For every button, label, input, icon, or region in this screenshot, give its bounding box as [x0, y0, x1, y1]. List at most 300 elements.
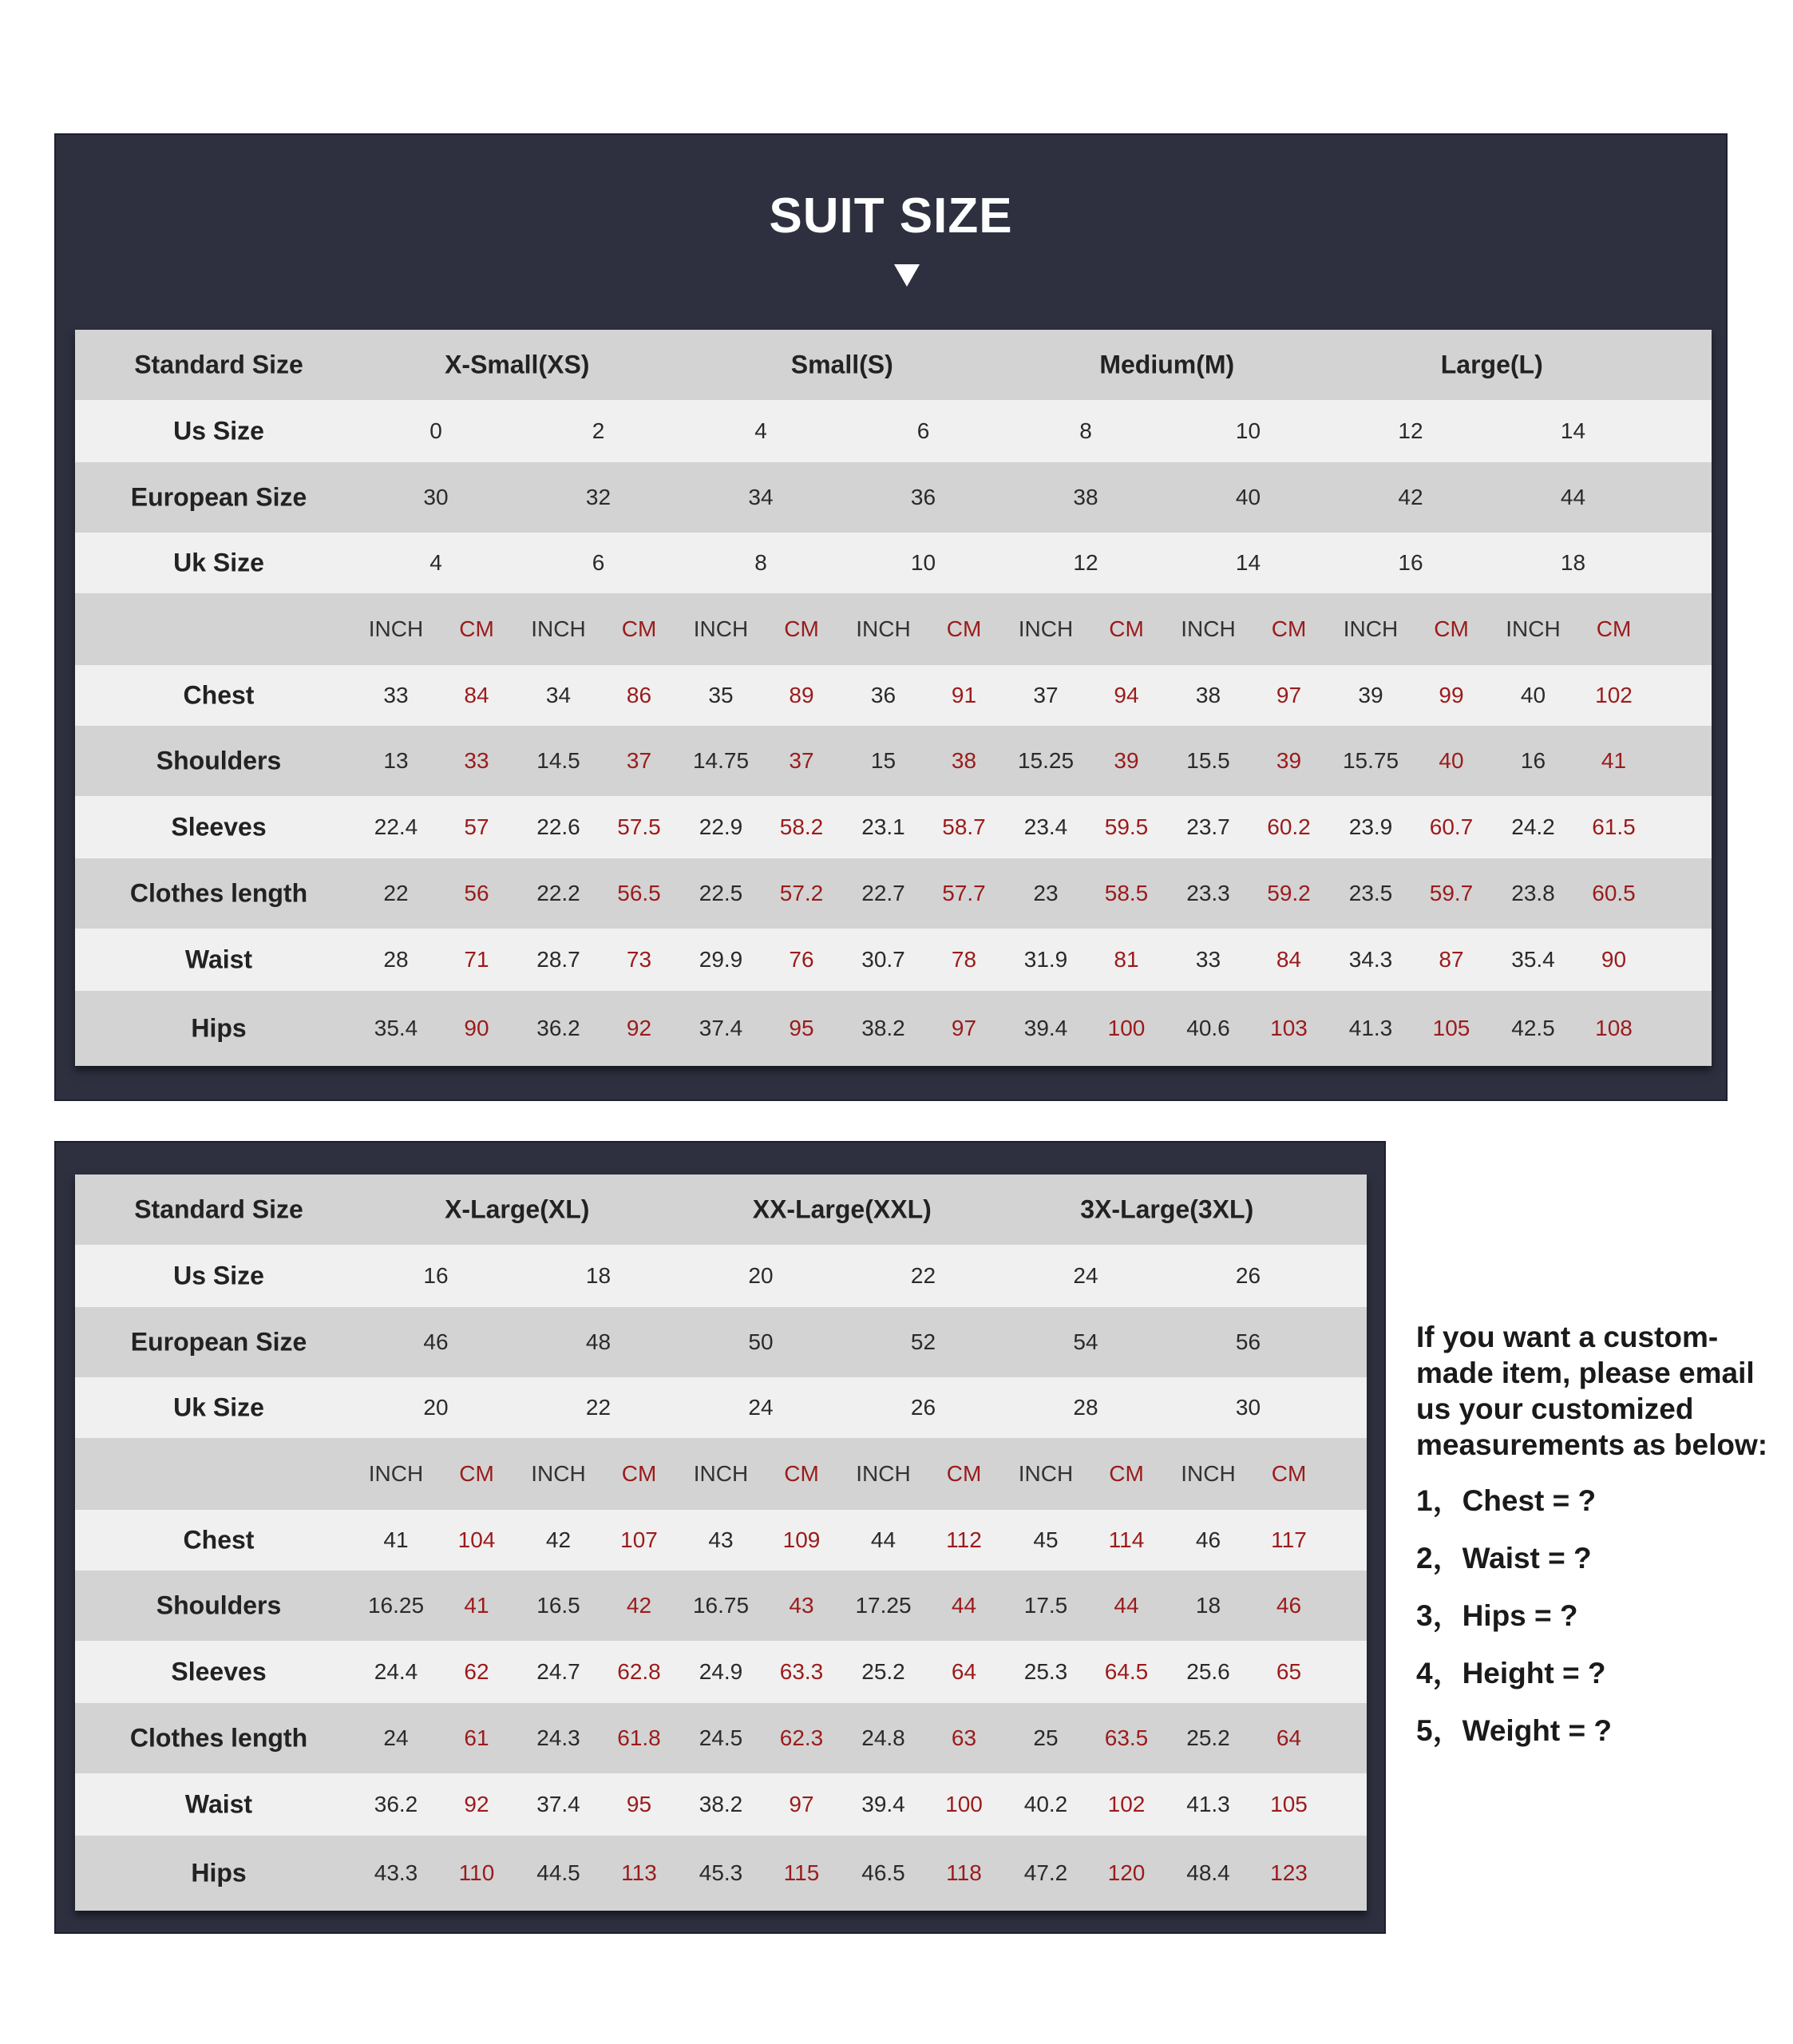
- inch-value: 24.8: [861, 1725, 905, 1750]
- cm-value: 78: [951, 947, 977, 972]
- cm-value: 73: [626, 947, 652, 972]
- custom-measurement-item: 1，Chest = ?: [1416, 1484, 1597, 1517]
- inch-value: 43.3: [374, 1860, 418, 1885]
- inch-value: 23.8: [1511, 881, 1555, 905]
- size-group-header: 3X-Large(3XL): [1080, 1194, 1254, 1224]
- cm-value: 76: [789, 947, 814, 972]
- us-size-value: 10: [1235, 418, 1261, 443]
- row-label: Us Size: [173, 416, 264, 446]
- inch-value: 22.5: [699, 881, 743, 905]
- table-row: [75, 1307, 1367, 1377]
- custom-measurement-item: 5，Weight = ?: [1416, 1714, 1612, 1747]
- cm-value: 120: [1107, 1860, 1146, 1885]
- inch-value: 44: [870, 1527, 896, 1552]
- us-size-value: 20: [748, 1263, 774, 1288]
- cm-value: 61: [464, 1725, 489, 1750]
- unit-inch-header: INCH: [531, 1461, 586, 1486]
- size-group-header: XX-Large(XXL): [752, 1194, 932, 1224]
- inch-value: 37.4: [699, 1016, 743, 1040]
- cm-value: 104: [457, 1527, 496, 1552]
- cm-value: 58.5: [1104, 881, 1149, 905]
- inch-value: 45: [1033, 1527, 1059, 1552]
- inch-value: 24.7: [536, 1659, 580, 1684]
- cm-value: 44: [951, 1593, 977, 1618]
- cm-value: 63.5: [1104, 1725, 1149, 1750]
- cm-value: 105: [1432, 1016, 1470, 1040]
- inch-value: 15.25: [1017, 748, 1075, 773]
- european-size-value: 36: [910, 485, 936, 509]
- uk-size-value: 26: [910, 1395, 936, 1420]
- european-size-value: 46: [423, 1329, 449, 1354]
- inch-value: 40.2: [1023, 1792, 1068, 1816]
- cm-value: 60.5: [1592, 881, 1636, 905]
- cm-value: 58.7: [942, 814, 986, 839]
- inch-value: 33: [383, 683, 409, 707]
- cm-value: 97: [789, 1792, 814, 1816]
- us-size-value: 22: [910, 1263, 936, 1288]
- cm-value: 57.2: [779, 881, 824, 905]
- european-size-value: 32: [585, 485, 612, 509]
- cm-value: 90: [1601, 947, 1627, 972]
- inch-value: 24: [383, 1725, 409, 1750]
- inch-value: 25.6: [1186, 1659, 1230, 1684]
- inch-value: 24.3: [536, 1725, 580, 1750]
- cm-value: 61.8: [617, 1725, 661, 1750]
- cm-value: 59.7: [1429, 881, 1474, 905]
- inch-value: 17.25: [855, 1593, 912, 1618]
- cm-value: 92: [464, 1792, 489, 1816]
- size-group-header: X-Large(XL): [445, 1194, 590, 1224]
- inch-value: 42: [545, 1527, 572, 1552]
- cm-value: 62.8: [617, 1659, 661, 1684]
- cm-value: 84: [464, 683, 489, 707]
- us-size-value: 16: [423, 1263, 449, 1288]
- inch-value: 37: [1033, 683, 1059, 707]
- us-size-value: 0: [429, 418, 442, 443]
- table-row: [75, 1377, 1367, 1438]
- inch-value: 34: [545, 683, 572, 707]
- unit-inch-header: INCH: [1018, 1461, 1074, 1486]
- inch-value: 39: [1358, 683, 1383, 707]
- cm-value: 64.5: [1104, 1659, 1149, 1684]
- cm-value: 42: [626, 1593, 652, 1618]
- european-size-value: 56: [1235, 1329, 1261, 1354]
- us-size-value: 6: [916, 418, 930, 443]
- size-group-header: X-Small(XS): [445, 350, 590, 379]
- inch-value: 31.9: [1023, 947, 1068, 972]
- cm-value: 43: [789, 1593, 814, 1618]
- inch-value: 36: [870, 683, 896, 707]
- custom-measurement-list: [1416, 1483, 1783, 1771]
- cm-value: 107: [620, 1527, 658, 1552]
- unit-cm-header: CM: [784, 616, 819, 641]
- inch-value: 28.7: [536, 947, 580, 972]
- size-table-2: [75, 1175, 1367, 1911]
- cm-value: 102: [1107, 1792, 1146, 1816]
- uk-size-value: 18: [1560, 550, 1586, 575]
- cm-value: 56: [464, 881, 489, 905]
- cm-value: 46: [1276, 1593, 1302, 1618]
- cm-value: 64: [951, 1659, 977, 1684]
- cm-value: 108: [1595, 1016, 1633, 1040]
- cm-value: 57: [464, 814, 489, 839]
- inch-value: 25.2: [861, 1659, 905, 1684]
- cm-value: 97: [951, 1016, 977, 1040]
- inch-value: 23.5: [1348, 881, 1393, 905]
- inch-value: 24.4: [374, 1659, 418, 1684]
- inch-value: 35.4: [374, 1016, 418, 1040]
- inch-value: 47.2: [1023, 1860, 1068, 1885]
- inch-value: 15.75: [1342, 748, 1399, 773]
- unit-cm-header: CM: [946, 1461, 982, 1486]
- cm-value: 100: [945, 1792, 983, 1816]
- inch-value: 16.5: [536, 1593, 580, 1618]
- inch-value: 33: [1195, 947, 1221, 972]
- unit-inch-header: INCH: [856, 1461, 911, 1486]
- cm-value: 39: [1276, 748, 1302, 773]
- uk-size-value: 16: [1398, 550, 1423, 575]
- inch-value: 25.3: [1023, 1659, 1068, 1684]
- table-row: [75, 1245, 1367, 1307]
- cm-value: 56.5: [617, 881, 661, 905]
- inch-value: 42.5: [1511, 1016, 1555, 1040]
- row-label: Hips: [191, 1013, 247, 1043]
- size-chart-panel-2: [54, 1141, 1386, 1934]
- cm-value: 105: [1270, 1792, 1308, 1816]
- table-row: [75, 593, 1712, 665]
- us-size-value: 18: [585, 1263, 612, 1288]
- cm-value: 89: [789, 683, 814, 707]
- row-label: Clothes length: [129, 878, 308, 908]
- custom-measurement-item: 2，Waist = ?: [1416, 1542, 1592, 1575]
- uk-size-value: 4: [429, 550, 442, 575]
- table-row: [75, 400, 1712, 462]
- inch-value: 39.4: [1023, 1016, 1068, 1040]
- inch-value: 22.2: [536, 881, 580, 905]
- cm-value: 60.2: [1267, 814, 1311, 839]
- inch-value: 25: [1033, 1725, 1059, 1750]
- custom-note-intro: If you want a custom-made item, please email us your customized measurements as below:: [1416, 1321, 1768, 1461]
- unit-inch-header: INCH: [1181, 1461, 1236, 1486]
- table-row: [75, 462, 1712, 533]
- cm-value: 86: [626, 683, 652, 707]
- cm-value: 62: [464, 1659, 489, 1684]
- size-group-header: Large(L): [1440, 350, 1543, 379]
- inch-value: 41.3: [1348, 1016, 1393, 1040]
- down-arrow-icon: [894, 264, 920, 287]
- inch-value: 16.25: [367, 1593, 425, 1618]
- inch-value: 22.9: [699, 814, 743, 839]
- inch-value: 23.7: [1186, 814, 1230, 839]
- cm-value: 64: [1276, 1725, 1302, 1750]
- european-size-value: 54: [1073, 1329, 1098, 1354]
- size-group-header: Small(S): [790, 350, 893, 379]
- inch-value: 37.4: [536, 1792, 580, 1816]
- inch-value: 24.9: [699, 1659, 743, 1684]
- cm-value: 71: [464, 947, 489, 972]
- cm-value: 63.3: [779, 1659, 824, 1684]
- unit-inch-header: INCH: [531, 616, 586, 641]
- cm-value: 38: [951, 748, 977, 773]
- unit-inch-header: INCH: [1506, 616, 1561, 641]
- cm-value: 44: [1114, 1593, 1139, 1618]
- inch-value: 34.3: [1348, 947, 1393, 972]
- unit-cm-header: CM: [1271, 616, 1307, 641]
- table-row: [75, 858, 1712, 929]
- uk-size-value: 12: [1073, 550, 1098, 575]
- cm-value: 109: [782, 1527, 821, 1552]
- inch-value: 18: [1195, 1593, 1221, 1618]
- table-row: [75, 1703, 1367, 1773]
- cm-value: 65: [1276, 1659, 1302, 1684]
- us-size-value: 4: [754, 418, 767, 443]
- row-label: Standard Size: [134, 350, 303, 379]
- european-size-value: 48: [585, 1329, 612, 1354]
- inch-value: 30.7: [861, 947, 905, 972]
- us-size-value: 26: [1235, 1263, 1261, 1288]
- inch-value: 22.7: [861, 881, 905, 905]
- table-row: [75, 533, 1712, 593]
- cm-value: 110: [458, 1860, 495, 1885]
- row-label: Waist: [184, 945, 253, 974]
- european-size-value: 44: [1560, 485, 1586, 509]
- unit-inch-header: INCH: [693, 1461, 749, 1486]
- row-label: Us Size: [173, 1261, 264, 1290]
- row-label: Waist: [184, 1789, 253, 1819]
- cm-value: 39: [1114, 748, 1139, 773]
- custom-measurement-item: 4，Height = ?: [1416, 1657, 1606, 1689]
- inch-value: 22: [383, 881, 409, 905]
- inch-value: 14.5: [536, 748, 580, 773]
- cm-value: 123: [1270, 1860, 1308, 1885]
- inch-value: 24.5: [699, 1725, 743, 1750]
- cm-value: 113: [621, 1860, 657, 1885]
- cm-value: 99: [1439, 683, 1464, 707]
- cm-value: 37: [626, 748, 652, 773]
- size-group-header: Medium(M): [1099, 350, 1235, 379]
- table-row: [75, 726, 1712, 796]
- uk-size-value: 28: [1073, 1395, 1098, 1420]
- cm-value: 84: [1276, 947, 1302, 972]
- table-row: [75, 1836, 1367, 1911]
- inch-value: 41.3: [1186, 1792, 1230, 1816]
- cm-value: 57.5: [617, 814, 661, 839]
- european-size-value: 42: [1398, 485, 1423, 509]
- table-row: [75, 1510, 1367, 1571]
- uk-size-value: 6: [592, 550, 605, 575]
- unit-cm-header: CM: [1596, 616, 1632, 641]
- inch-value: 45.3: [699, 1860, 743, 1885]
- inch-value: 35.4: [1511, 947, 1555, 972]
- custom-measurement-note: [1416, 1319, 1783, 1771]
- cm-value: 59.5: [1104, 814, 1149, 839]
- inch-value: 25.2: [1186, 1725, 1230, 1750]
- inch-value: 44.5: [536, 1860, 580, 1885]
- cm-value: 62.3: [779, 1725, 824, 1750]
- cm-value: 112: [946, 1527, 982, 1552]
- inch-value: 48.4: [1186, 1860, 1230, 1885]
- inch-value: 29.9: [699, 947, 743, 972]
- unit-cm-header: CM: [1434, 616, 1469, 641]
- row-label: European Size: [130, 482, 307, 512]
- row-label: Sleeves: [171, 1657, 267, 1686]
- cm-value: 41: [1601, 748, 1627, 773]
- cm-value: 40: [1439, 748, 1464, 773]
- european-size-value: 38: [1073, 485, 1098, 509]
- table-row: [75, 1571, 1367, 1641]
- cm-value: 59.2: [1267, 881, 1311, 905]
- european-size-value: 52: [910, 1329, 936, 1354]
- cm-value: 57.7: [942, 881, 986, 905]
- unit-inch-header: INCH: [1018, 616, 1074, 641]
- row-label: Sleeves: [171, 812, 267, 842]
- cm-value: 37: [789, 748, 814, 773]
- unit-cm-header: CM: [621, 1461, 657, 1486]
- inch-value: 40.6: [1186, 1016, 1230, 1040]
- cm-value: 60.7: [1429, 814, 1474, 839]
- row-label: Uk Size: [173, 1392, 264, 1422]
- european-size-value: 30: [423, 485, 449, 509]
- row-label: Shoulders: [156, 1590, 282, 1620]
- row-label: European Size: [130, 1327, 307, 1357]
- inch-value: 23.1: [861, 814, 905, 839]
- unit-inch-header: INCH: [368, 1461, 424, 1486]
- cm-value: 41: [464, 1593, 489, 1618]
- cm-value: 100: [1107, 1016, 1146, 1040]
- inch-value: 36.2: [374, 1792, 418, 1816]
- european-size-value: 40: [1235, 485, 1261, 509]
- us-size-value: 24: [1073, 1263, 1098, 1288]
- unit-cm-header: CM: [784, 1461, 819, 1486]
- uk-size-value: 10: [910, 550, 936, 575]
- inch-value: 38: [1195, 683, 1221, 707]
- row-label: Clothes length: [129, 1723, 308, 1753]
- row-label: Shoulders: [156, 746, 282, 775]
- cm-value: 118: [946, 1860, 982, 1885]
- us-size-value: 12: [1398, 418, 1423, 443]
- cm-value: 61.5: [1592, 814, 1636, 839]
- cm-value: 95: [789, 1016, 814, 1040]
- inch-value: 38.2: [699, 1792, 743, 1816]
- table-row: [75, 796, 1712, 858]
- inch-value: 16.75: [692, 1593, 750, 1618]
- cm-value: 95: [626, 1792, 652, 1816]
- cm-value: 63: [951, 1725, 977, 1750]
- inch-value: 46: [1195, 1527, 1221, 1552]
- inch-value: 38.2: [861, 1016, 905, 1040]
- cm-value: 117: [1271, 1527, 1307, 1552]
- unit-cm-header: CM: [621, 616, 657, 641]
- cm-value: 87: [1439, 947, 1464, 972]
- inch-value: 17.5: [1023, 1593, 1068, 1618]
- table-row: [75, 1641, 1367, 1703]
- row-label: Standard Size: [134, 1194, 303, 1224]
- cm-value: 92: [626, 1016, 652, 1040]
- cm-value: 90: [464, 1016, 489, 1040]
- us-size-value: 14: [1560, 418, 1586, 443]
- unit-cm-header: CM: [946, 616, 982, 641]
- unit-inch-header: INCH: [1343, 616, 1399, 641]
- table-row: [75, 929, 1712, 991]
- unit-inch-header: INCH: [368, 616, 424, 641]
- cm-value: 103: [1270, 1016, 1308, 1040]
- table-row: [75, 1773, 1367, 1836]
- inch-value: 23.3: [1186, 881, 1230, 905]
- european-size-value: 34: [748, 485, 774, 509]
- inch-value: 22.4: [374, 814, 418, 839]
- inch-value: 15.5: [1186, 748, 1230, 773]
- uk-size-value: 20: [423, 1395, 449, 1420]
- size-chart-panel-1: [54, 133, 1728, 1101]
- row-label: Uk Size: [173, 548, 264, 577]
- table-row: [75, 330, 1712, 400]
- row-label: Chest: [183, 1525, 255, 1555]
- cm-value: 94: [1114, 683, 1139, 707]
- uk-size-value: 30: [1235, 1395, 1261, 1420]
- inch-value: 16: [1520, 748, 1546, 773]
- cm-value: 81: [1114, 947, 1139, 972]
- inch-value: 13: [383, 748, 409, 773]
- inch-value: 23.9: [1348, 814, 1393, 839]
- inch-value: 46.5: [861, 1860, 905, 1885]
- table-row: [75, 1175, 1367, 1245]
- inch-value: 35: [708, 683, 734, 707]
- inch-value: 43: [708, 1527, 734, 1552]
- unit-inch-header: INCH: [693, 616, 749, 641]
- inch-value: 14.75: [692, 748, 750, 773]
- table-row: [75, 991, 1712, 1066]
- unit-cm-header: CM: [1271, 1461, 1307, 1486]
- page-title: SUIT SIZE: [769, 188, 1013, 244]
- custom-measurement-item: 3，Hips = ?: [1416, 1599, 1578, 1632]
- inch-value: 40: [1520, 683, 1546, 707]
- table-row: [75, 1438, 1367, 1510]
- cm-value: 58.2: [779, 814, 824, 839]
- uk-size-value: 24: [748, 1395, 774, 1420]
- unit-cm-header: CM: [459, 1461, 494, 1486]
- cm-value: 102: [1595, 683, 1633, 707]
- us-size-value: 2: [592, 418, 605, 443]
- cm-value: 33: [464, 748, 489, 773]
- inch-value: 23: [1033, 881, 1059, 905]
- unit-inch-header: INCH: [856, 616, 911, 641]
- uk-size-value: 8: [754, 550, 767, 575]
- unit-cm-header: CM: [1109, 1461, 1144, 1486]
- cm-value: 115: [783, 1860, 820, 1885]
- inch-value: 23.4: [1023, 814, 1068, 839]
- inch-value: 28: [383, 947, 409, 972]
- inch-value: 15: [870, 748, 896, 773]
- european-size-value: 50: [748, 1329, 774, 1354]
- inch-value: 22.6: [536, 814, 580, 839]
- unit-cm-header: CM: [1109, 616, 1144, 641]
- cm-value: 97: [1276, 683, 1302, 707]
- uk-size-value: 22: [585, 1395, 612, 1420]
- inch-value: 36.2: [536, 1016, 580, 1040]
- cm-value: 114: [1108, 1527, 1145, 1552]
- size-table-1: [75, 330, 1712, 1066]
- inch-value: 24.2: [1511, 814, 1555, 839]
- row-label: Hips: [191, 1858, 247, 1888]
- cm-value: 91: [951, 683, 977, 707]
- us-size-value: 8: [1079, 418, 1092, 443]
- inch-value: 41: [383, 1527, 409, 1552]
- table-row: [75, 665, 1712, 726]
- unit-inch-header: INCH: [1181, 616, 1236, 641]
- uk-size-value: 14: [1235, 550, 1261, 575]
- inch-value: 39.4: [861, 1792, 905, 1816]
- unit-cm-header: CM: [459, 616, 494, 641]
